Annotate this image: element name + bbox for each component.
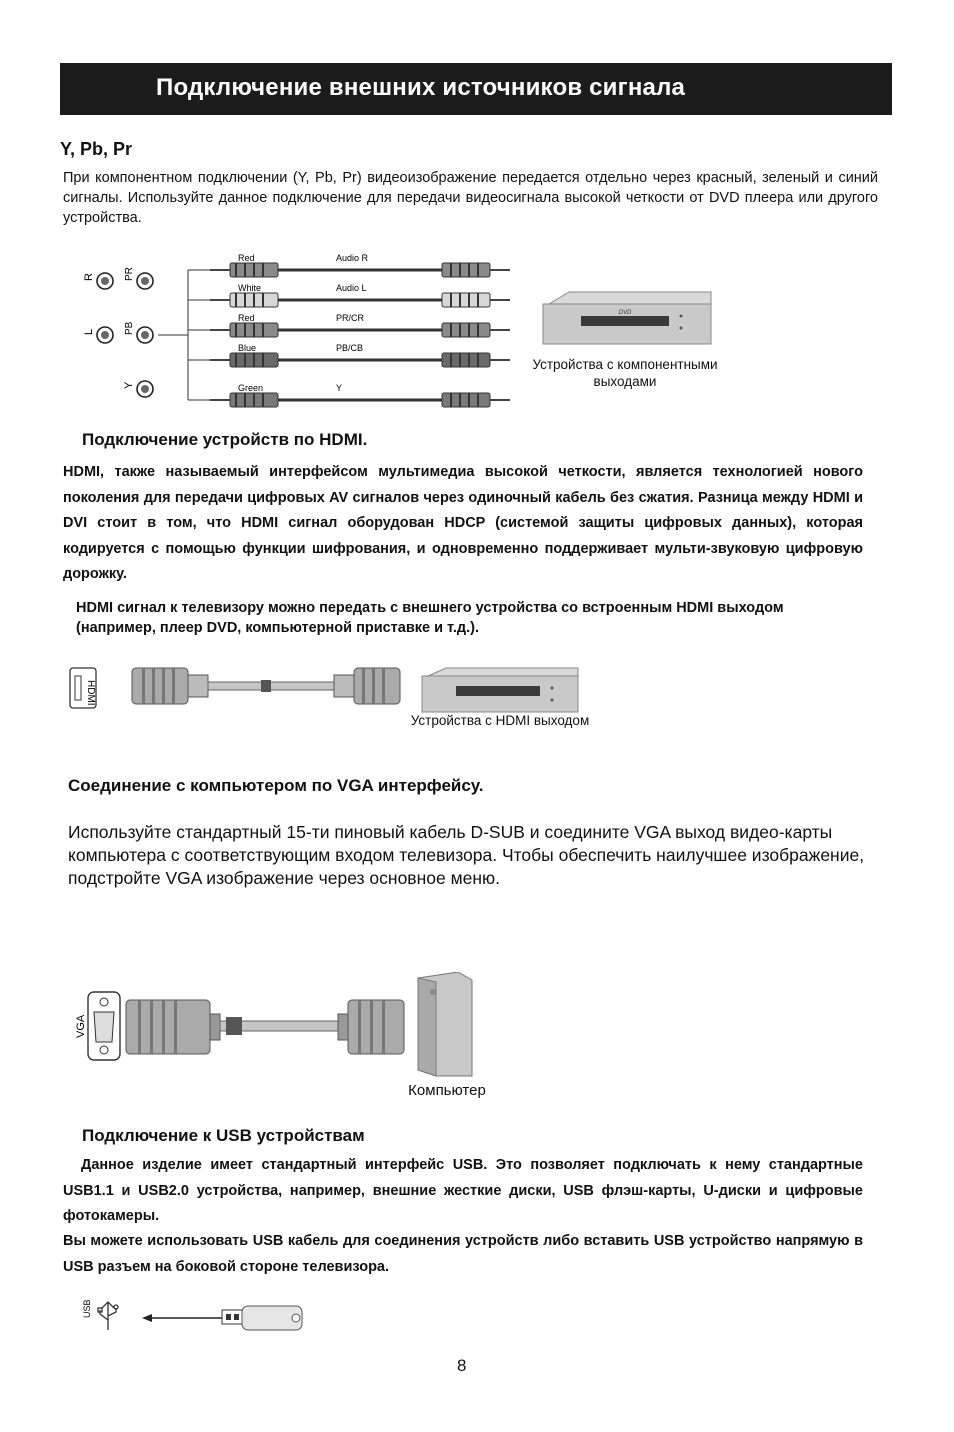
cable-5 <box>210 383 510 407</box>
usb-text-2: Вы можете использовать USB кабель для соединения устройств либо вставить USB устройство напрямую в USB разъем на боковой стороне телевизора. <box>63 1233 863 1275</box>
component-cables <box>210 253 510 407</box>
cable-color-label: Blue <box>238 343 257 353</box>
ypbpr-heading: Y, Pb, Pr <box>60 139 133 159</box>
hdmi-text-1: HDMI, также называемый интерфейсом мультимедиа высокой четкости, является технологией нового поколения для передачи цифровых AV сигналов через одиночный кабель без сжатия. Разница между HDMI и DVI стоит в том, что HDMI сигнал оборудован HDCP (системой защиты цифровых данных), которая кодируется с помощью функции шифрования, и одновременно поддерживает мульти-звуковую цифровую дорожку. <box>63 464 863 582</box>
page-number: 8 <box>457 1356 467 1375</box>
cable-signal-label: Audio L <box>336 283 367 293</box>
dvd-player-hdmi <box>420 666 582 716</box>
usb-text-1: Данное изделие имеет стандартный интерфейс USB. Это позволяет подключать к нему стандартные USB1.1 и USB2.0 устройства, например, внешние жесткие диски, USB флэш-карты, U-диски и цифровые фотокамеры. <box>63 1157 863 1224</box>
usb-icon <box>98 1302 118 1330</box>
component-caption-line2: выходами <box>593 374 657 389</box>
component-caption-line1: Устройства с компонентными <box>532 357 718 372</box>
page-title-bar <box>60 63 892 115</box>
cable-3 <box>210 313 510 337</box>
page-title: Подключение внешних источников сигнала <box>156 74 686 101</box>
hdmi-diagram <box>66 662 406 712</box>
port-pr <box>124 267 153 289</box>
ypbpr-text: При компонентном подключении (Y, Pb, Pr) видеоизображение передается отдельно через красный, зеленый и синий сигналы. Используйте данное подключение для передачи видеосигнала высокой четкости от DVD плеера или другого устройства. <box>63 170 878 226</box>
hdmi-port-label: HDMI <box>85 680 96 706</box>
port-l-label: L <box>83 328 95 335</box>
usb-diagram <box>72 1296 312 1336</box>
cable-color-label: Green <box>238 383 264 393</box>
port-l <box>83 327 113 343</box>
usb-port-label: USB <box>82 1299 92 1318</box>
cable-color-label: Red <box>238 253 255 263</box>
vga-text: Используйте стандартный 15-ти пиновый кабель D-SUB и соедините VGA выход видео-карты компьютера с соответствующим входом телевизора. Чтобы обеспечить наилучшее изображение, подстройте VGA изображение через основное меню. <box>68 822 865 888</box>
cable-4 <box>210 343 510 367</box>
port-y-label: Y <box>123 381 135 389</box>
cable-1 <box>210 253 510 277</box>
hdmi-heading: Подключение устройств по HDMI. <box>82 430 368 449</box>
vga-port-label: VGA <box>75 1014 87 1038</box>
cable-color-label: White <box>238 283 262 293</box>
computer-caption: Компьютер <box>408 1082 486 1099</box>
cable-signal-label: PR/CR <box>336 313 365 323</box>
cable-2 <box>210 283 510 307</box>
port-r-label: R <box>83 273 95 281</box>
component-diagram <box>70 245 550 415</box>
port-y <box>123 381 153 397</box>
cable-color-label: Red <box>238 313 255 323</box>
port-pb-label: PB <box>124 321 135 335</box>
port-pr-label: PR <box>124 267 135 281</box>
hdmi-device-caption: Устройства с HDMI выходом <box>410 713 590 728</box>
dvd-logo: DVD <box>618 310 632 316</box>
port-pb <box>124 321 153 343</box>
cable-signal-label: Audio R <box>336 253 369 263</box>
cable-signal-label: PB/CB <box>336 343 364 353</box>
vga-diagram <box>66 972 486 1082</box>
hdmi-text-2: HDMI сигнал к телевизору можно передать с внешнего устройства со встроенным HDMI выходом (например, плеер DVD, компьютерной приставке и т.д.). <box>76 600 784 636</box>
usb-heading: Подключение к USB устройствам <box>82 1126 365 1145</box>
component-device-caption <box>520 356 730 390</box>
port-r <box>83 273 113 289</box>
cable-signal-label: Y <box>336 383 343 393</box>
dvd-player-component <box>541 290 717 350</box>
vga-heading: Соединение с компьютером по VGA интерфейсу. <box>68 776 484 795</box>
